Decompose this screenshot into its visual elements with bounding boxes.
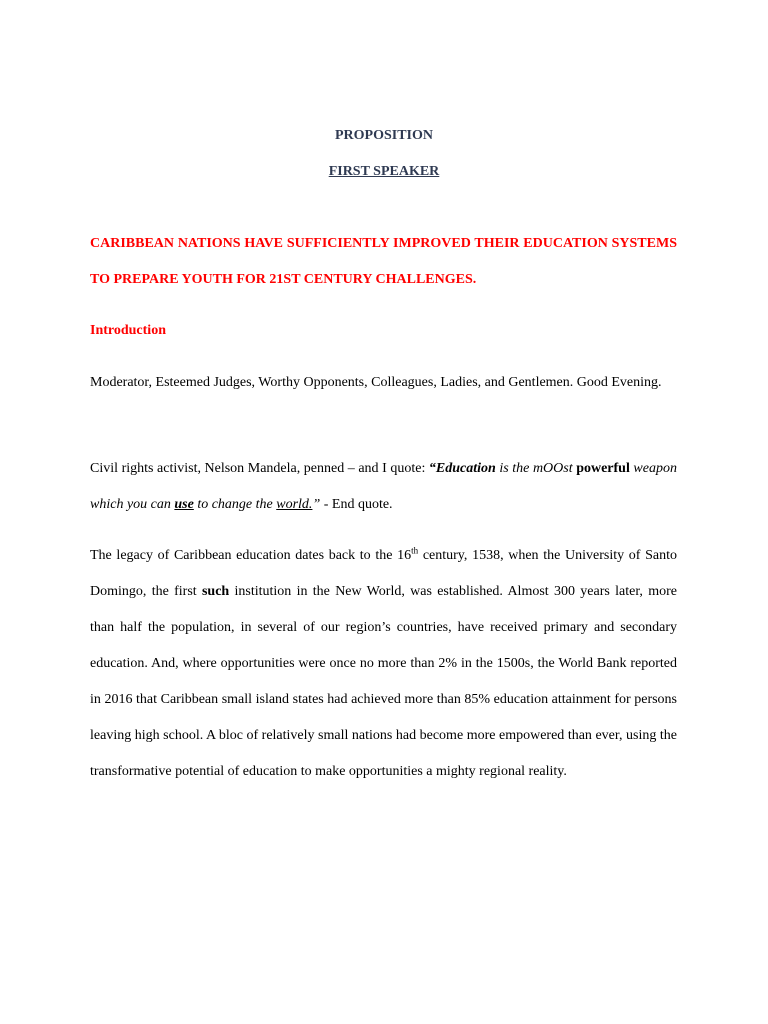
quote-paragraph bbox=[90, 451, 677, 523]
quote-open: “Education bbox=[428, 461, 496, 476]
history-part-b: century, 1538, when the University of Santo Domingo, the first bbox=[90, 548, 677, 599]
quote-part-a: is the mOOst bbox=[495, 461, 577, 476]
quote-part-c: to change the bbox=[193, 497, 277, 512]
motion-statement: CARIBBEAN NATIONS HAVE SUFFICIENTLY IMPROVED THEIR EDUCATION SYSTEMS TO PREPARE YOUTH FOR 21ST CENTURY CHALLENGES. bbox=[90, 236, 677, 287]
quote-tail: - End quote. bbox=[320, 497, 393, 512]
page-subtitle: FIRST SPEAKER bbox=[328, 164, 440, 179]
greeting-paragraph: Moderator, Esteemed Judges, Worthy Opponents, Colleagues, Ladies, and Gentlemen. Good Evening. bbox=[90, 375, 662, 390]
page-title: PROPOSITION bbox=[334, 128, 433, 143]
quote-lead: Civil rights activist, Nelson Mandela, penned – and I quote: bbox=[90, 461, 429, 476]
section-heading-introduction: Introduction bbox=[90, 323, 166, 338]
quote-part-b: weapon which you can bbox=[90, 461, 677, 512]
quote-world: world. bbox=[276, 497, 313, 512]
quote-powerful: powerful bbox=[576, 461, 630, 476]
history-bold-word: such bbox=[201, 584, 230, 599]
quote-close: ” bbox=[312, 497, 321, 512]
history-part-a: The legacy of Caribbean education dates back to the 16 bbox=[90, 548, 412, 563]
history-superscript: th bbox=[411, 545, 419, 556]
history-part-c: institution in the New World, was established. Almost 300 years later, more than half the population, in several of our region’s countries, have received primary and secondary education. And, where opportunities were once no more than 2% in the 1500s, the World Bank reported in 2016 that Caribbean small island states had achieved more than 85% education attainment for persons leaving high school. A bloc of relatively small nations had become more empowered than ever, using the transformative potential of education to make opportunities a mighty regional reality. bbox=[90, 584, 678, 779]
history-paragraph bbox=[90, 538, 677, 790]
quote-use: use bbox=[174, 497, 194, 512]
